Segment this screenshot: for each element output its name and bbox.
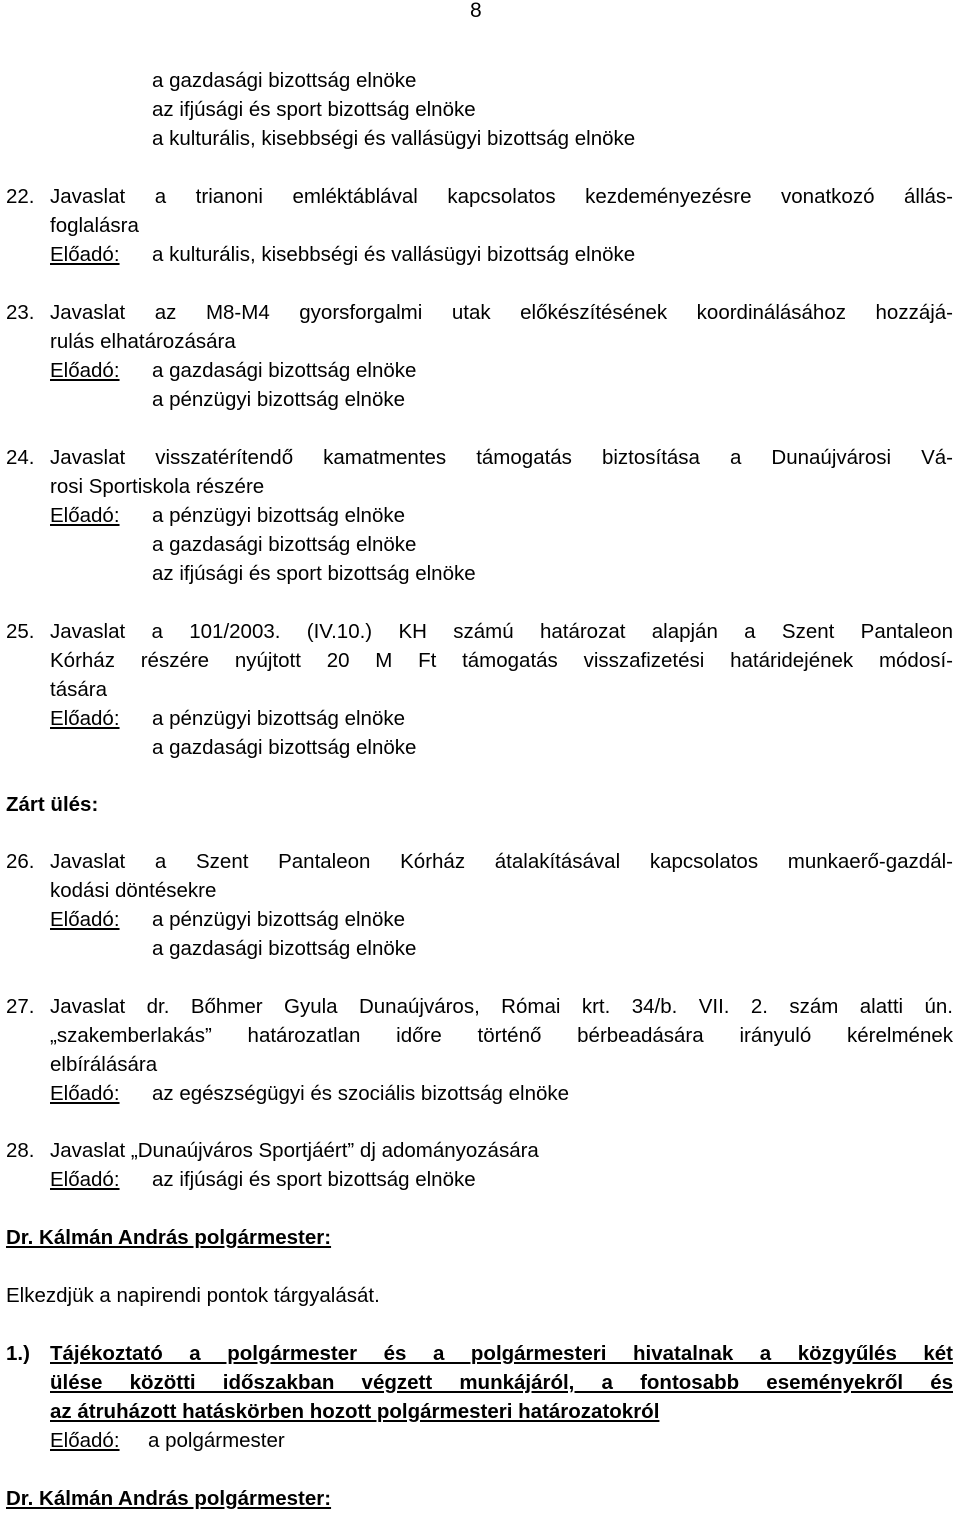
- item-text: tására: [50, 678, 107, 701]
- item-text: „szakemberlakás” határozatlan időre történő bérbeadására irányuló kérelmének: [50, 1024, 953, 1047]
- item-number: 22.: [6, 185, 35, 208]
- presenter-label: Előadó:: [50, 908, 120, 931]
- presenter-label: Előadó:: [50, 1168, 120, 1191]
- item-text: elbírálására: [50, 1053, 158, 1076]
- presenter-label: Előadó:: [50, 1082, 120, 1105]
- item-text: Javaslat a Szent Pantaleon Kórház átalakításával kapcsolatos munkaerő-gazdál-: [50, 850, 953, 873]
- speaker-heading: Dr. Kálmán András polgármester:: [6, 1226, 332, 1249]
- intro-line: a kulturális, kisebbségi és vallásügyi bizottság elnöke: [152, 127, 636, 150]
- item-number: 23.: [6, 301, 35, 324]
- item-text: Javaslat a 101/2003. (IV.10.) KH számú határozat alapján a Szent Pantaleon: [50, 620, 953, 643]
- presenter: az egészségügyi és szociális bizottság elnöke: [152, 1082, 570, 1105]
- item-text: rulás elhatározására: [50, 330, 236, 353]
- item-number: 24.: [6, 446, 35, 469]
- item-text: Javaslat dr. Bőhmer Gyula Dunaújváros, Római krt. 34/b. VII. 2. szám alatti ún.: [50, 995, 953, 1018]
- item-text: kodási döntésekre: [50, 879, 217, 902]
- agenda-title: ülése közötti időszakban végzett munkájáról, a fontosabb eseményekről és: [50, 1371, 953, 1394]
- presenter: a gazdasági bizottság elnöke: [152, 533, 417, 556]
- presenter-label: Előadó:: [50, 1429, 120, 1452]
- presenter: a gazdasági bizottság elnöke: [152, 937, 417, 960]
- item-number: 26.: [6, 850, 35, 873]
- presenter: a pénzügyi bizottság elnöke: [152, 504, 406, 527]
- intro-line: a gazdasági bizottság elnöke: [152, 69, 417, 92]
- presenter: a pénzügyi bizottság elnöke: [152, 908, 406, 931]
- item-number: 28.: [6, 1139, 35, 1162]
- item-text: Javaslat a trianoni emléktáblával kapcsolatos kezdeményezésre vonatkozó állás-: [50, 185, 953, 208]
- item-text: Javaslat az M8-M4 gyorsforgalmi utak előkészítésének koordinálásához hozzájá-: [50, 301, 953, 324]
- page-number: 8: [470, 0, 482, 22]
- presenter: az ifjúsági és sport bizottság elnöke: [152, 562, 476, 585]
- speaker-statement: Elkezdjük a napirendi pontok tárgyalását.: [6, 1284, 380, 1307]
- presenter-label: Előadó:: [50, 707, 120, 730]
- item-number: 27.: [6, 995, 35, 1018]
- presenter: a polgármester: [148, 1429, 285, 1452]
- agenda-number: 1.): [6, 1342, 30, 1365]
- presenter: a pénzügyi bizottság elnöke: [152, 707, 406, 730]
- presenter: a kulturális, kisebbségi és vallásügyi bizottság elnöke: [152, 243, 636, 266]
- item-text: Kórház részére nyújtott 20 M Ft támogatás visszafizetési határidejének módosí-: [50, 649, 953, 672]
- agenda-title: Tájékoztató a polgármester és a polgármesteri hivatalnak a közgyűlés két: [50, 1342, 953, 1365]
- intro-line: az ifjúsági és sport bizottság elnöke: [152, 98, 476, 121]
- presenter: az ifjúsági és sport bizottság elnöke: [152, 1168, 476, 1191]
- item-text: rosi Sportiskola részére: [50, 475, 265, 498]
- presenter-label: Előadó:: [50, 359, 120, 382]
- presenter-label: Előadó:: [50, 243, 120, 266]
- speaker-heading: Dr. Kálmán András polgármester:: [6, 1487, 332, 1510]
- agenda-title: az átruházott hatáskörben hozott polgármesteri határozatokról: [50, 1400, 660, 1423]
- closed-session-heading: Zárt ülés:: [6, 793, 99, 816]
- item-text: Javaslat „Dunaújváros Sportjáért” dj adományozására: [50, 1139, 539, 1162]
- presenter: a gazdasági bizottság elnöke: [152, 736, 417, 759]
- presenter-label: Előadó:: [50, 504, 120, 527]
- presenter: a gazdasági bizottság elnöke: [152, 359, 417, 382]
- item-text: Javaslat visszatérítendő kamatmentes támogatás biztosítása a Dunaújvárosi Vá-: [50, 446, 953, 469]
- presenter: a pénzügyi bizottság elnöke: [152, 388, 406, 411]
- item-text: foglalásra: [50, 214, 139, 237]
- item-number: 25.: [6, 620, 35, 643]
